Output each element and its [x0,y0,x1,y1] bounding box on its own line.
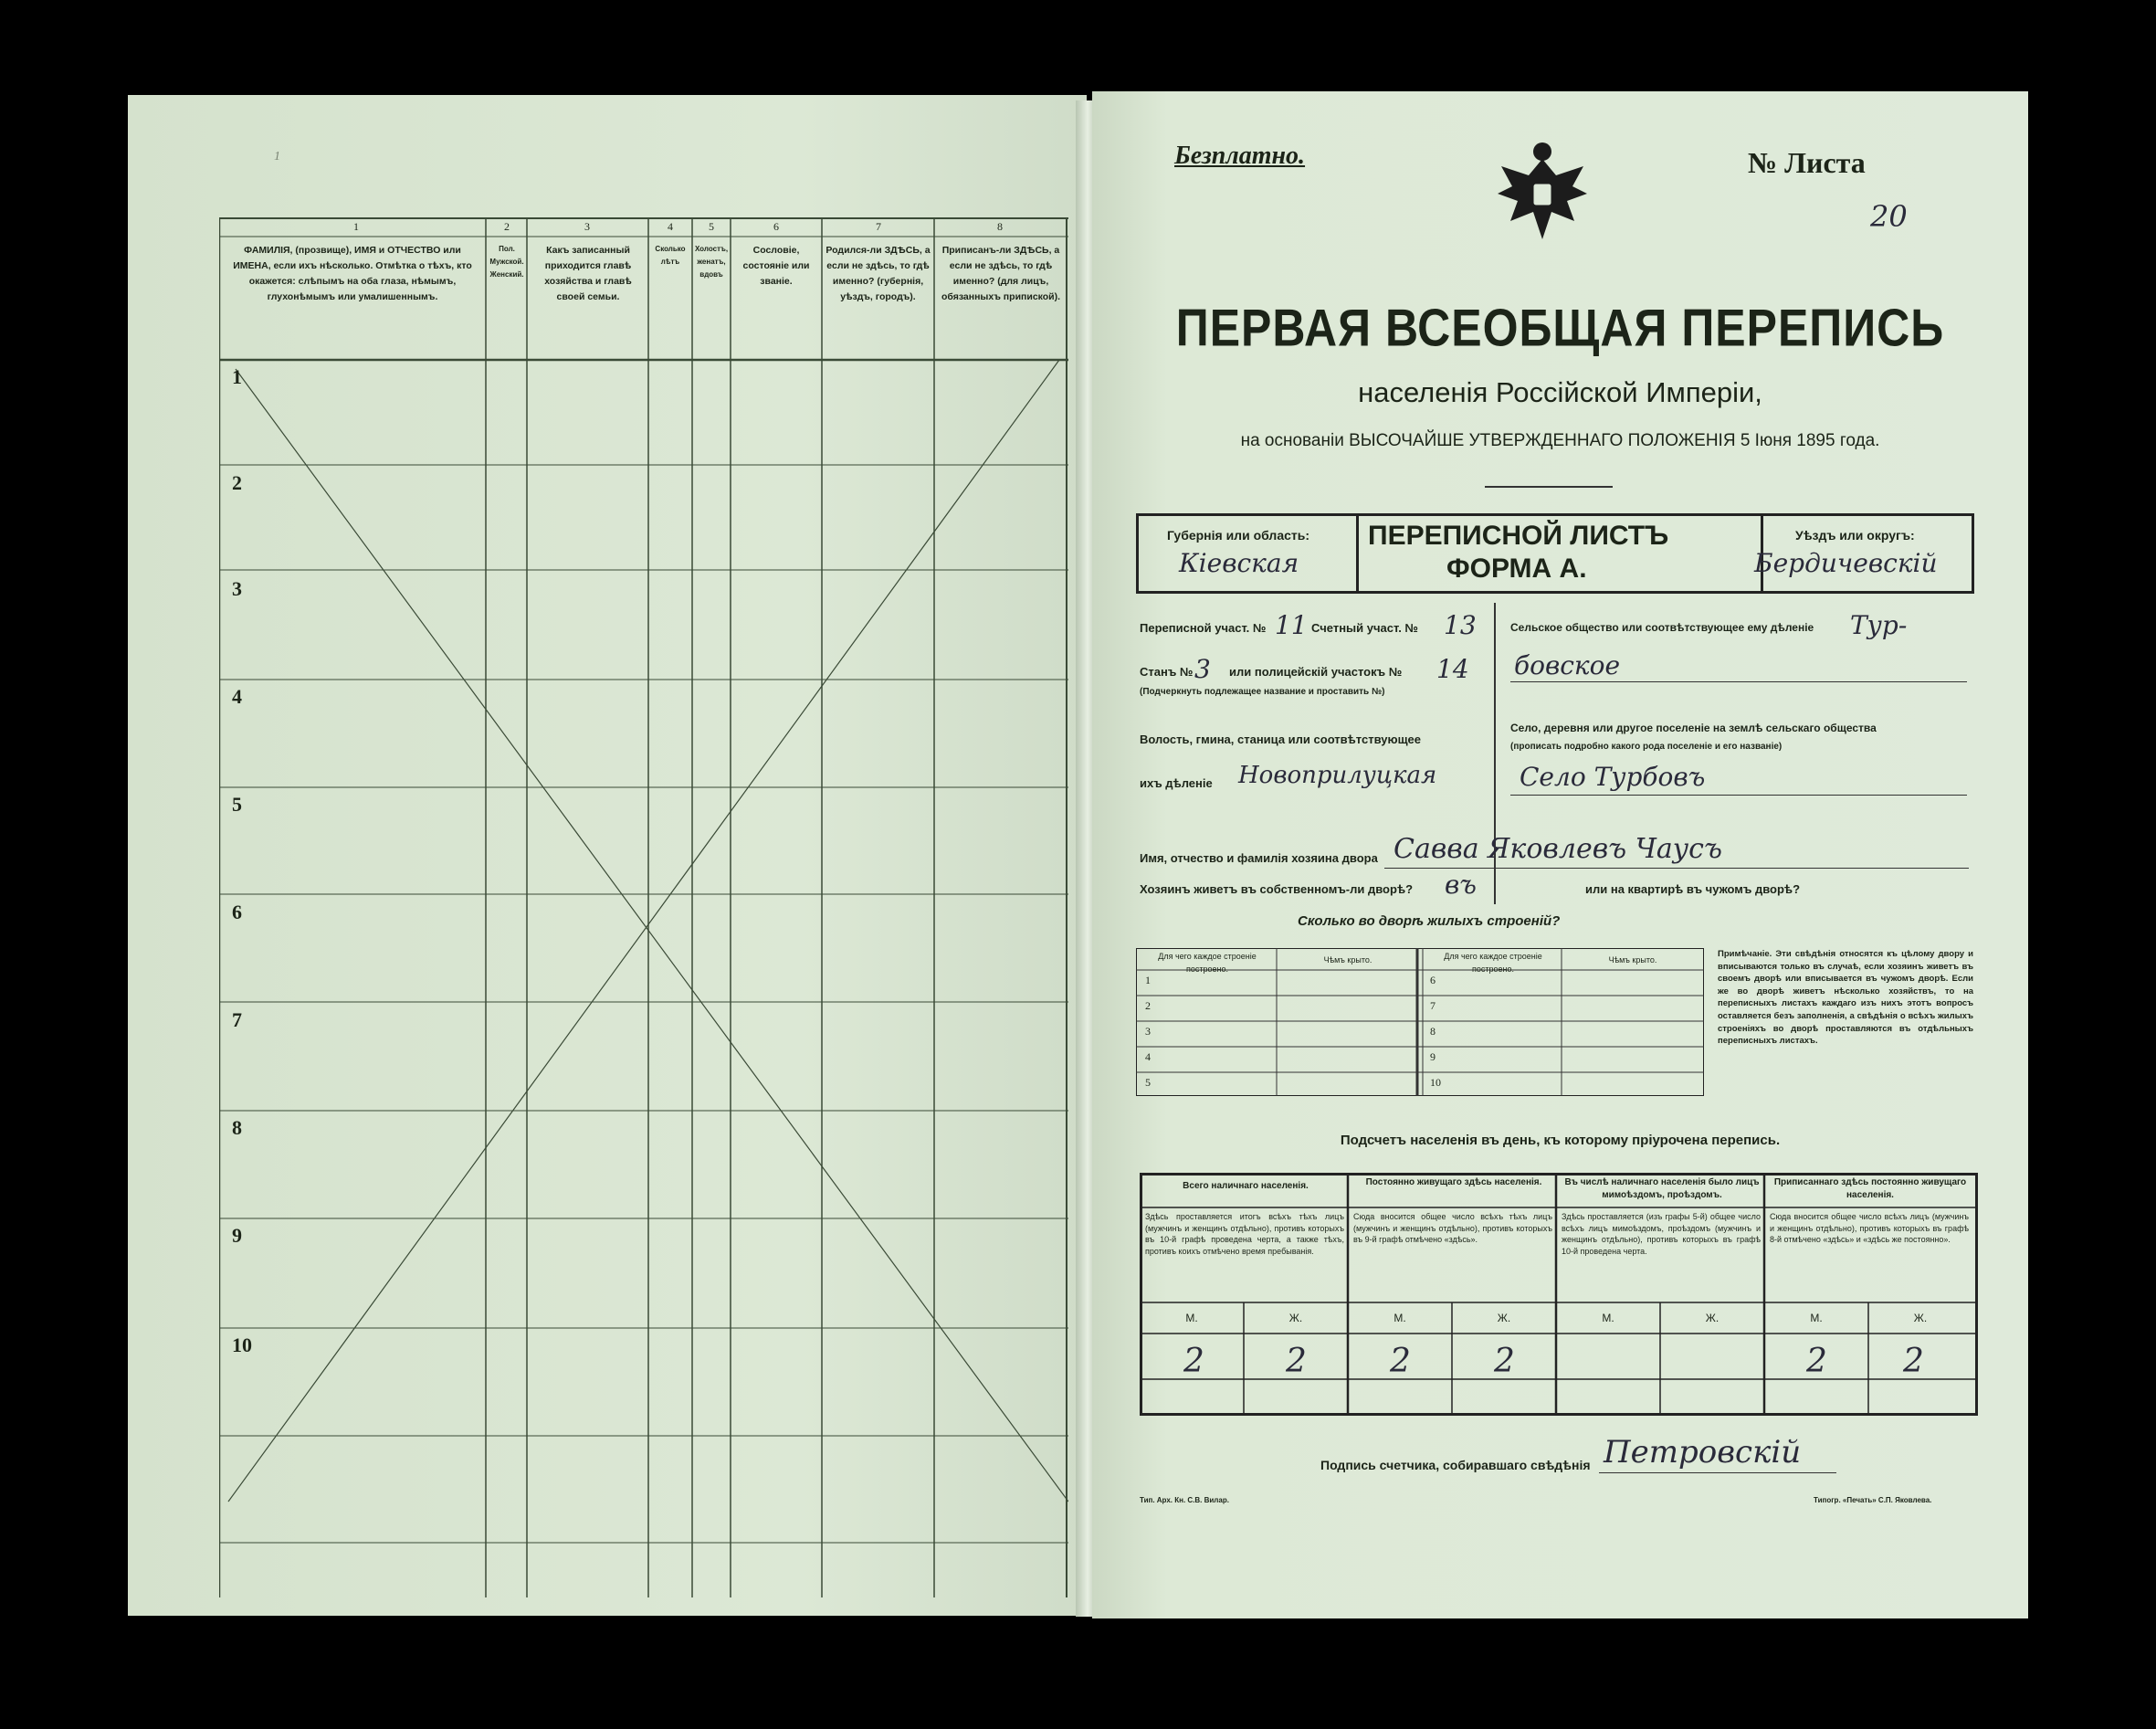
building-row-number: 4 [1145,1050,1151,1063]
row-number: 5 [232,793,242,816]
underline-note: (Подчеркнуть подлежащее название и проставить №) [1140,687,1385,697]
census-table-grid [219,186,1068,1597]
right-page [1092,91,2028,1618]
buildings-note: Примѣчаніе. Эти свѣдѣнія относятся къ цѣлому двору и вписываются только въ случаѣ, если хозяинъ живетъ въ своемъ дворѣ или вписывается въ чужомъ дворѣ. Если же во дворѣ живетъ нѣсколько хозяйствъ, то на переписныхъ листахъ каждаго изъ нихъ этотъ вопросъ оставляется безъ заполненія, а свѣдѣнія о всѣхъ жилыхъ строеніяхъ во дворѣ проставляются въ отдѣльныхъ переписныхъ листахъ. [1718,949,1973,1047]
count-value: 2 [1903,1343,1924,1380]
sex-header: М. [1602,1312,1614,1324]
rural-society-label: Сельское общество или соотвѣтствующее ему дѣленіе [1510,621,1814,634]
col-number: 7 [876,220,881,233]
rural-society-line [1510,681,1967,682]
owner-value: Савва Яковлевъ Чаусъ [1394,833,1722,865]
left-page [128,95,1087,1616]
building-purpose-head-2: Для чего каждое строеніе построено. [1444,952,1542,974]
col-number: 4 [668,220,673,233]
summary-title: Подсчетъ населенія въ день, къ которому пріурочена перепись. [1340,1133,1781,1148]
sex-header: М. [1810,1312,1823,1324]
building-row-number: 1 [1145,974,1151,986]
buildings-question: Сколько во дворѣ жилыхъ строеній? [1298,913,1561,929]
row-number: 2 [232,471,242,494]
row-number: 9 [232,1224,242,1247]
col-header-registered: Приписанъ-ли ЗДѢСЬ, а если не здѣсь, то гдѣ именно? (для лицъ, обязанныхъ припиской). [941,245,1061,302]
sheet-number-label: № Листа [1748,146,1866,179]
row-number: 4 [232,685,242,708]
census-title: ПЕРВАЯ ВСЕОБЩАЯ ПЕРЕПИСЬ [1175,298,1945,358]
building-row-number: 7 [1430,999,1436,1012]
count-section-label: Счетный участ. № [1311,621,1418,635]
col-header-sex: Пол. Мужской. Женский. [489,245,524,279]
col-header-birthplace: Родился-ли ЗДѢСЬ, а если не здѣсь, то гдѣ именно? (губернія, уѣздъ, городъ). [826,245,931,302]
row-number: 10 [232,1334,252,1356]
left-header-mark: 1 [274,150,280,163]
lives-value: въ [1445,870,1477,900]
police-label: или полицейскій участокъ № [1229,665,1403,679]
village-label: Село, деревня или другое поселеніе на землѣ сельскаго общества [1510,722,1877,734]
col-number: 3 [584,220,590,233]
count-value: 2 [1183,1343,1204,1380]
building-purpose-head: Для чего каждое строеніе построено. [1158,952,1257,974]
summary-col-resident: Постоянно живущаго здѣсь населенія. [1365,1177,1542,1187]
summary-desc-registered: Сюда вносится общее число всѣхъ лицъ (мужчинъ и женщинъ отдѣльно), противъ которыхъ въ графѣ 8-й отмѣчено «здѣсь» и «здѣсь же постоянно». [1770,1212,1969,1244]
row-number: 1 [232,365,242,388]
province-label: Губернія или область: [1167,528,1310,543]
census-table [219,186,1068,1597]
sheet-number-value: 20 [1870,199,1908,234]
building-roof-head-2: Чѣмъ крыто. [1608,955,1657,965]
village-line [1510,795,1967,796]
summary-desc-transit: Здѣсь проставляется (изъ графы 5-й) общее число всѣхъ лицъ мимоѣздомъ, проѣздомъ (мужчинъ и женщинъ отдѣльно), противъ которыхъ въ графѣ 10-й проведена черта. [1562,1212,1761,1256]
row-number: 7 [232,1008,242,1031]
count-value: 2 [1494,1343,1515,1380]
col-header-relation: Какъ записанный приходится главѣ хозяйства и главѣ своей семьи. [544,245,632,302]
count-value: 2 [1286,1343,1307,1380]
col-header-marital: Холостъ, женатъ, вдовъ [694,245,729,279]
building-row-number: 8 [1430,1025,1436,1038]
row-number: 3 [232,577,242,600]
col-number: 1 [353,220,359,233]
rural-society-value-2: бовское [1514,650,1621,680]
count-value: 2 [1390,1343,1411,1380]
building-row-number: 3 [1145,1025,1151,1038]
form-title-2: ФОРМА А. [1446,553,1587,584]
signature-line [1599,1472,1836,1473]
district-label: Уѣздъ или округъ: [1795,528,1915,543]
form-title-1: ПЕРЕПИСНОЙ ЛИСТЪ [1368,521,1669,551]
summary-col-total: Всего наличнаго населенія. [1183,1181,1309,1191]
volost-label-1: Волость, гмина, станица или соотвѣтствующее [1140,733,1422,746]
building-roof-head: Чѣмъ крыто. [1323,955,1372,965]
summary-col-transit: Въ числѣ наличнаго населенія было лицъ мимоѣздомъ, проѣздомъ. [1564,1177,1760,1200]
police-value: 14 [1436,654,1469,684]
volost-label-2: ихъ дѣленіе [1140,776,1213,790]
census-section-value: 11 [1275,610,1308,640]
col-number: 5 [709,220,714,233]
building-row-number: 5 [1145,1076,1151,1089]
village-note: (прописать подробно какого рода поселеніе и его названіе) [1510,742,1783,752]
building-row-number: 2 [1145,999,1151,1012]
col-number: 2 [504,220,510,233]
sex-header: Ж. [1913,1312,1928,1324]
col-header-age: Сколько лѣтъ [655,245,686,266]
volost-value: Новоприлуцкая [1238,762,1437,789]
row-number: 8 [232,1116,242,1139]
summary-desc-resident: Сюда вносится общее число всѣхъ тѣхъ лицъ (мужчинъ и женщинъ отдѣльно), противъ которыхъ въ 9-й графѣ отмѣчено «здѣсь». [1353,1212,1552,1244]
lives-label: Хозяинъ живетъ въ собственномъ-ли дворѣ? [1140,882,1414,896]
camp-value: 3 [1194,654,1211,684]
lives-label-2: или на квартирѣ въ чужомъ дворѣ? [1585,882,1801,896]
province-value: Кіевская [1179,548,1299,578]
district-value: Бердичевскій [1754,548,1938,578]
ornament-divider [1485,486,1613,488]
owner-line [1384,868,1969,869]
signature-label: Подпись счетчика, собиравшаго свѣдѣнія [1320,1458,1591,1472]
village-value: Село Турбовъ [1520,762,1706,792]
printer-left: Тип. Арх. Кн. С.В. Вилар. [1140,1496,1229,1504]
signature-value: Петровскій [1604,1434,1802,1471]
row-number: 6 [232,901,242,923]
printer-right: Типогр. «Печать» С.П. Яковлева. [1814,1496,1932,1504]
sex-header: Ж. [1497,1312,1511,1324]
col-number: 6 [773,220,779,233]
col-header-estate: Сословіе, состояніе или званіе. [742,245,810,287]
col-number: 8 [997,220,1003,233]
camp-label: Станъ № [1140,665,1194,679]
sex-header: М. [1185,1312,1198,1324]
building-row-number: 10 [1430,1076,1441,1089]
free-label: Безплатно. [1174,142,1306,170]
sex-header: Ж. [1288,1312,1303,1324]
count-value: 2 [1806,1343,1827,1380]
summary-desc-total: Здѣсь проставляется итогъ всѣхъ тѣхъ лицъ (мужчинъ и женщинъ отдѣльно), противъ которыхъ въ 10-й графѣ проведена черта, а также тѣхъ, противъ коихъ отмѣчено время пребыванія. [1145,1212,1344,1256]
col-header-name: ФАМИЛІЯ, (прозвище), ИМЯ и ОТЧЕСТВО или ИМЕНА, если ихъ нѣсколько. Отмѣтка о тѣхъ, кто окажется: слѣпымъ на оба глаза, нѣмымъ, глухонѣмымъ или умалишеннымъ. [233,245,472,302]
summary-col-registered: Приписаннаго здѣсь постоянно живущаго населенія. [1773,1177,1967,1200]
building-row-number: 9 [1430,1050,1436,1063]
count-section-value: 13 [1444,610,1477,640]
rural-society-value-1: Тур- [1850,610,1908,640]
sex-header: Ж. [1705,1312,1720,1324]
owner-label: Имя, отчество и фамилія хозяина двора [1140,851,1378,865]
sex-header: М. [1394,1312,1406,1324]
census-section-label: Переписной участ. № [1140,621,1267,635]
imperial-eagle-emblem [1492,139,1593,247]
census-subtitle: населенія Россійской Имперіи, [1358,376,1762,408]
census-basis: на основаніи ВЫСОЧАЙШЕ УТВЕРЖДЕННАГО ПОЛОЖЕНІЯ 5 Іюня 1895 года. [1240,431,1880,450]
building-row-number: 6 [1430,974,1436,986]
